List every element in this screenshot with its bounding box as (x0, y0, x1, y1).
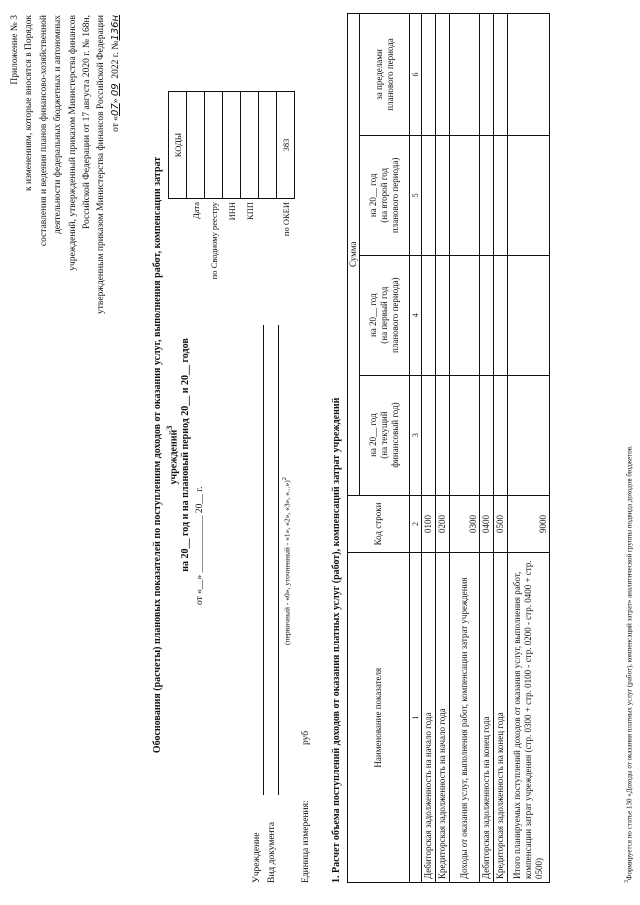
handwritten-month: 09 (109, 83, 121, 97)
code-value-empty[interactable] (259, 92, 277, 199)
document-date: от «__» ____________ 20__ г. (195, 486, 205, 605)
column-number: 1 (410, 553, 422, 883)
title-line-2: на 20__ год и на плановый период 20__ и 20__ годов (180, 338, 192, 572)
table-row (508, 14, 550, 883)
code-label-date: Дата (190, 202, 201, 219)
code-value-registry[interactable] (205, 92, 223, 199)
sum-cell[interactable] (450, 14, 480, 136)
doc-type-label: Вид документа (267, 821, 277, 883)
title-footnote-mark: 3 (165, 425, 174, 430)
sum-cell[interactable] (494, 135, 508, 255)
sum-cell[interactable] (480, 135, 494, 255)
sum-cell[interactable] (480, 255, 494, 375)
code-value-okei[interactable]: 383 (277, 92, 295, 199)
sum-cell[interactable] (422, 255, 436, 375)
sum-cell[interactable] (436, 14, 450, 136)
footnote-text: Формируется по статье 130 «Доходы от оказания платных услуг (работ), компенсаций затрат» аналитической группы подвида доходов бюджетов. (625, 445, 634, 881)
codes-header: КОДЫ (169, 92, 187, 199)
row-name: Кредиторская задолженность на начало года (436, 553, 450, 883)
header-beyond-plan: за пределами планового периода (360, 14, 410, 136)
row-code: 0200 (436, 495, 450, 553)
sum-cell[interactable] (508, 135, 550, 255)
header-first-plan-year: на 20__ год (на первый год планового периода) (360, 255, 410, 375)
sum-cell[interactable] (480, 14, 494, 136)
code-label-empty (259, 199, 277, 301)
doc-type-line (278, 325, 279, 795)
revenue-table (347, 13, 550, 883)
table-row (422, 14, 436, 883)
sum-cell[interactable] (450, 375, 480, 495)
table-row (494, 14, 508, 883)
appendix-line: к изменениям, которые вносятся в Порядок (24, 15, 35, 191)
doc-type-hint: (первичный - «0», уточненный - «1», «2», «3», «...»)$^2$ (281, 477, 292, 645)
column-number: 4 (410, 255, 422, 375)
sum-cell[interactable] (436, 375, 450, 495)
table-row (480, 14, 494, 883)
appendix-line: деятельности федеральных бюджетных и автономных (53, 15, 64, 235)
row-name: Кредиторская задолженность на конец года (494, 553, 508, 883)
appendix-line: утвержденным приказом Министерства финансов Российской Федерации (96, 15, 107, 314)
code-value-inn[interactable] (223, 92, 241, 199)
row-code: 0400 (480, 495, 494, 553)
row-code: 0500 (494, 495, 508, 553)
appendix-date-line (109, 15, 123, 345)
table-row (436, 14, 450, 883)
handwritten-number: 136н (109, 15, 121, 41)
row-name: Доходы от оказания услуг, выполнения работ, компенсации затрат учреждения (450, 553, 480, 883)
code-label-kpp: КПП (244, 202, 255, 220)
column-number: 3 (410, 375, 422, 495)
unit-value: руб (301, 730, 311, 745)
row-name: Итого планируемых поступлений доходов от оказания услуг, выполнения работ, компенсации затрат учреждения (стр. 0300 + стр. 0100 - стр. 0200 - стр. 0400 + стр. 0500) (508, 553, 550, 883)
sum-cell[interactable] (480, 375, 494, 495)
header-indicator-name: Наименование показателя (348, 553, 410, 883)
institution-line (263, 325, 264, 795)
table-row (450, 14, 480, 883)
sum-cell[interactable] (508, 375, 550, 495)
sum-cell[interactable] (422, 375, 436, 495)
appendix-header (8, 15, 123, 345)
sum-cell[interactable] (494, 255, 508, 375)
section-title: 1. Расчет объема поступлений доходов от оказания платных услуг (работ), компенсаций затрат учреждений (331, 397, 342, 883)
appendix-line: Приложение № 3 (10, 15, 20, 85)
row-name: Дебиторская задолженность на конец года (480, 553, 494, 883)
row-name: Дебиторская задолженность на начало года (422, 553, 436, 883)
sum-cell[interactable] (508, 255, 550, 375)
header-row-code: Код строки (348, 495, 410, 553)
appendix-line: Российской Федерации от 17 августа 2020 г. № 168н, (82, 15, 93, 229)
date-year: 2022 г. № (110, 40, 121, 79)
sum-cell[interactable] (508, 14, 550, 136)
column-number: 5 (410, 135, 422, 255)
title-line-1: Обоснования (расчеты) плановых показателей по поступлениям доходов от оказания услуг, выполнения работ, компенсации затрат учреждений (152, 156, 180, 754)
unit-label: Единица измерения: (301, 800, 311, 883)
date-prefix: от « (110, 115, 121, 132)
column-number: 6 (410, 14, 422, 136)
footnote (624, 445, 633, 883)
date-mid: » (110, 98, 121, 104)
code-label-inn: ИНН (226, 202, 237, 221)
header-sum: Сумма (348, 14, 360, 496)
header-second-plan-year: на 20__ год (на второй год планового периода) (360, 135, 410, 255)
handwritten-day: 07 (109, 103, 121, 116)
sum-cell[interactable] (450, 135, 480, 255)
code-label-registry: по Сводному реестру (208, 202, 219, 280)
sum-cell[interactable] (494, 375, 508, 495)
appendix-line: составления и ведения планов финансово-хозяйственной (38, 15, 49, 247)
codes-table (168, 91, 295, 300)
appendix-line: учреждений, утвержденный приказом Министерства финансов (67, 15, 78, 271)
row-code: 0100 (422, 495, 436, 553)
code-value-kpp[interactable] (241, 92, 259, 199)
column-number: 2 (410, 495, 422, 553)
sum-cell[interactable] (494, 14, 508, 136)
code-label-okei: по ОКЕИ (280, 202, 291, 237)
institution-label: Учреждение (252, 832, 262, 883)
header-current-year: на 20__ год (на текущий финансовый год) (360, 375, 410, 495)
sum-cell[interactable] (450, 255, 480, 375)
sum-cell[interactable] (436, 255, 450, 375)
sum-cell[interactable] (422, 14, 436, 136)
code-value-date[interactable] (187, 92, 205, 199)
row-code: 9000 (508, 495, 550, 553)
sum-cell[interactable] (422, 135, 436, 255)
row-code: 0300 (450, 495, 480, 553)
footnote-mark: 3 (624, 880, 630, 883)
sum-cell[interactable] (436, 135, 450, 255)
